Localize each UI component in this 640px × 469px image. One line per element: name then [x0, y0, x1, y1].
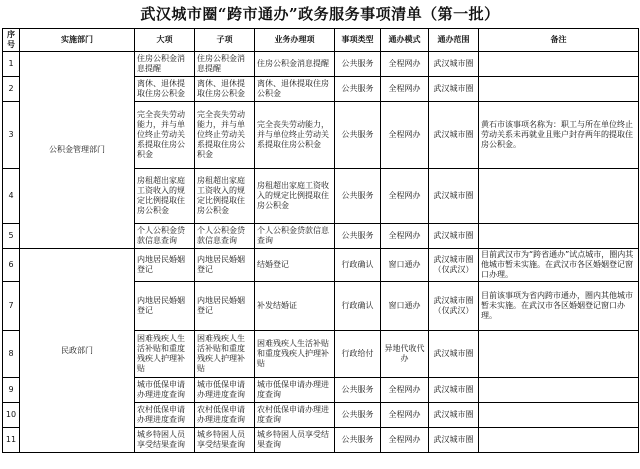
- cell-mode: 全程网办: [381, 77, 429, 102]
- cell-scope: 武汉城市圈: [429, 331, 479, 378]
- cell-note: [479, 378, 639, 403]
- cell-seq: 6: [3, 249, 20, 282]
- cell-mode: 全程网办: [381, 378, 429, 403]
- cell-sub: 房租超出家庭工资收入的规定比例提取住房公积金: [195, 169, 255, 224]
- cell-business: 城乡特困人员享受结果查询: [255, 428, 335, 453]
- cell-type: 行政确认: [335, 282, 381, 331]
- cell-business: 房租超出家庭工资收入的规定比例提取住房公积金: [255, 169, 335, 224]
- cell-scope: 武汉城市圈: [429, 52, 479, 77]
- cell-type: 行政确认: [335, 249, 381, 282]
- cell-seq: 10: [3, 403, 20, 428]
- header-sub: 子项: [195, 29, 255, 52]
- cell-sub: 住房公积金消息提醒: [195, 52, 255, 77]
- cell-sub: 困难残疾人生活补贴和重度残疾人护理补贴: [195, 331, 255, 378]
- cell-seq: 7: [3, 282, 20, 331]
- header-seq: 序号: [3, 29, 20, 52]
- cell-sub: 城市低保申请办理进度查询: [195, 378, 255, 403]
- cell-major: 内地居民婚姻登记: [135, 282, 195, 331]
- cell-mode: 异地代收代办: [381, 331, 429, 378]
- cell-mode: 全程网办: [381, 403, 429, 428]
- cell-type: 公共服务: [335, 52, 381, 77]
- cell-major: 城市低保申请办理进度查询: [135, 378, 195, 403]
- cell-business: 住房公积金消息提醒: [255, 52, 335, 77]
- header-mode: 通办模式: [381, 29, 429, 52]
- cell-type: 行政给付: [335, 331, 381, 378]
- cell-business: 补发结婚证: [255, 282, 335, 331]
- cell-business: 城市低保申请办理进度查询: [255, 378, 335, 403]
- table-row: [3, 249, 639, 282]
- cell-major: 房租超出家庭工资收入的规定比例提取住房公积金: [135, 169, 195, 224]
- cell-major: 农村低保申请办理进度查询: [135, 403, 195, 428]
- header-major: 大项: [135, 29, 195, 52]
- cell-scope: 武汉城市圈（仅武汉）: [429, 282, 479, 331]
- cell-major: 内地居民婚姻登记: [135, 249, 195, 282]
- document-title: 武汉城市圈“跨市通办”政务服务事项清单（第一批）: [140, 5, 500, 23]
- cell-seq: 2: [3, 77, 20, 102]
- cell-note: [479, 52, 639, 77]
- cell-seq: 9: [3, 378, 20, 403]
- cell-mode: 全程网办: [381, 224, 429, 249]
- cell-mode: 全程网办: [381, 169, 429, 224]
- header-dept: 实施部门: [20, 29, 135, 52]
- header-business: 业务办理项: [255, 29, 335, 52]
- cell-type: 公共服务: [335, 403, 381, 428]
- cell-type: 公共服务: [335, 102, 381, 169]
- cell-sub: 离休、退休提取住房公积金: [195, 77, 255, 102]
- cell-scope: 武汉城市圈: [429, 224, 479, 249]
- cell-sub: 农村低保申请办理进度查询: [195, 403, 255, 428]
- cell-sub: 完全丧失劳动能力，并与单位终止劳动关系提取住房公积金: [195, 102, 255, 169]
- cell-mode: 窗口通办: [381, 249, 429, 282]
- cell-scope: 武汉城市圈: [429, 102, 479, 169]
- cell-seq: 5: [3, 224, 20, 249]
- cell-major: 困难残疾人生活补贴和重度残疾人护理补贴: [135, 331, 195, 378]
- cell-note: 目前该事项为省内跨市通办，圈内其他城市暂未实施。在武汉市各区婚姻登记窗口办理。: [479, 282, 639, 331]
- cell-sub: 城乡特困人员享受结果查询: [195, 428, 255, 453]
- cell-scope: 武汉城市圈: [429, 169, 479, 224]
- cell-mode: 全程网办: [381, 52, 429, 77]
- cell-type: 公共服务: [335, 77, 381, 102]
- cell-major: 城乡特困人员享受结果查询: [135, 428, 195, 453]
- cell-business: 个人公积金贷款信息查询: [255, 224, 335, 249]
- cell-scope: 武汉城市圈: [429, 428, 479, 453]
- cell-business: 结婚登记: [255, 249, 335, 282]
- cell-mode: 全程网办: [381, 102, 429, 169]
- cell-note: [479, 224, 639, 249]
- header-note: 备注: [479, 29, 639, 52]
- cell-major: 个人公积金贷款信息查询: [135, 224, 195, 249]
- cell-major: 完全丧失劳动能力，并与单位终止劳动关系提取住房公积金: [135, 102, 195, 169]
- cell-seq: 8: [3, 331, 20, 378]
- cell-business: 离休、退休提取住房公积金: [255, 77, 335, 102]
- cell-sub: 个人公积金贷款信息查询: [195, 224, 255, 249]
- cell-seq: 3: [3, 102, 20, 169]
- cell-seq: 4: [3, 169, 20, 224]
- cell-mode: 窗口通办: [381, 282, 429, 331]
- cell-major: 离休、退休提取住房公积金: [135, 77, 195, 102]
- cell-sub: 内地居民婚姻登记: [195, 249, 255, 282]
- cell-type: 公共服务: [335, 169, 381, 224]
- cell-note: [479, 428, 639, 453]
- header-scope: 通办范围: [429, 29, 479, 52]
- table-header-row: [3, 29, 639, 52]
- cell-scope: 武汉城市圈（仅武汉）: [429, 249, 479, 282]
- cell-scope: 武汉城市圈: [429, 378, 479, 403]
- cell-dept-mz: 民政部门: [20, 249, 135, 453]
- cell-business: 困难残疾人生活补贴和重度残疾人护理补贴: [255, 331, 335, 378]
- cell-type: 公共服务: [335, 378, 381, 403]
- cell-business: 农村低保申请办理进度查询: [255, 403, 335, 428]
- cell-note: 目前武汉市为“跨省通办”试点城市，圈内其他城市暂未实施。在武汉市各区婚姻登记窗口办理。: [479, 249, 639, 282]
- cell-dept-gjj: 公积金管理部门: [20, 52, 135, 249]
- cell-business: 完全丧失劳动能力，并与单位终止劳动关系提取住房公积金: [255, 102, 335, 169]
- cell-seq: 11: [3, 428, 20, 453]
- service-items-table: [2, 28, 639, 453]
- table-row: [3, 52, 639, 77]
- header-type: 事项类型: [335, 29, 381, 52]
- cell-seq: 1: [3, 52, 20, 77]
- cell-note: [479, 77, 639, 102]
- cell-note: 黄石市该事项名称为：职工与所在单位终止劳动关系未再就业且账户封存两年的提取住房公积金。: [479, 102, 639, 169]
- cell-note: [479, 169, 639, 224]
- cell-scope: 武汉城市圈: [429, 77, 479, 102]
- cell-type: 公共服务: [335, 428, 381, 453]
- cell-note: [479, 331, 639, 378]
- cell-major: 住房公积金消息提醒: [135, 52, 195, 77]
- cell-scope: 武汉城市圈: [429, 403, 479, 428]
- cell-note: [479, 403, 639, 428]
- cell-mode: 全程网办: [381, 428, 429, 453]
- cell-sub: 内地居民婚姻登记: [195, 282, 255, 331]
- cell-type: 公共服务: [335, 224, 381, 249]
